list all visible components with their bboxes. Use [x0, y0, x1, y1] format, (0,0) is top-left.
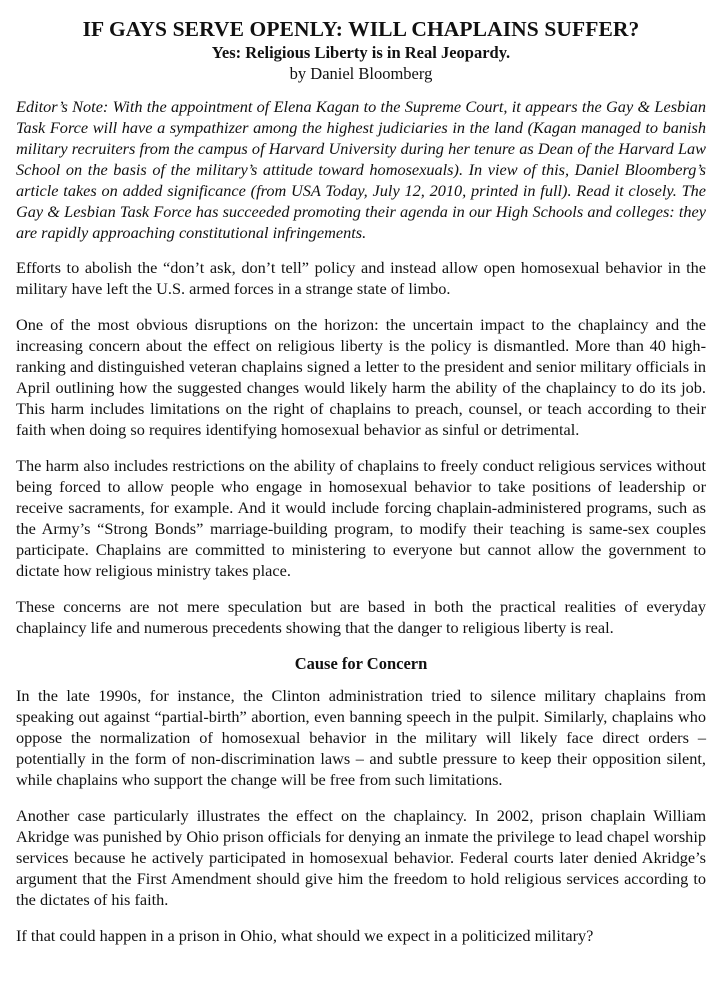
- section-paragraph-2: Another case particularly illustrates the effect on the chaplaincy. In 2002, prison chaplain William Akridge was punished by Ohio prison officials for denying an inmate the privilege to lead chapel worship services because he actively participated in homosexual behavior. Federal courts later denied Akridge’s argument that the First Amendment should give him the freedom to hold religious services according to the dictates of his faith.: [16, 806, 706, 909]
- body-paragraph-1: Efforts to abolish the “don’t ask, don’t tell” policy and instead allow open homosexual behavior in the military have left the U.S. armed forces in a strange state of limbo.: [16, 258, 706, 298]
- editor-note: Editor’s Note: With the appointment of Elena Kagan to the Supreme Court, it appears the Gay & Lesbian Task Force will have a sympathizer among the highest judiciaries in the land (Kagan managed to banish military recruiters from the campus of Harvard University during her tenure as Dean of the Harvard Law School on the basis of the military’s attitude toward homosexuals). In view of this, Daniel Bloomberg’s article takes on added significance (from USA Today, July 12, 2010, printed in full). Read it closely. The Gay & Lesbian Task Force has succeeded promoting their agenda in our High Schools and colleges: they are rapidly approaching constitutional infringements.: [16, 97, 706, 242]
- section-paragraph-1: In the late 1990s, for instance, the Clinton administration tried to silence military chaplains from speaking out against “partial-birth” abortion, even banning speech in the pulpit. Similarly, chaplains who oppose the normalization of homosexual behavior in the military will likely face direct orders – potentially in the form of non-discrimination laws – and subtle pressure to keep their opposition silent, while chaplains who support the change will be free from such limitations.: [16, 686, 706, 789]
- body-paragraph-3: The harm also includes restrictions on the ability of chaplains to freely conduct religious services without being forced to allow people who engage in homosexual behavior to take positions of leadership or receive sacraments, for example. And it would include forcing chaplain-administered programs, such as the Army’s “Strong Bonds” marriage-building program, to modify their teaching is same-sex couples participate. Chaplains are committed to ministering to everyone but cannot allow the government to dictate how religious ministry takes place.: [16, 456, 706, 580]
- body-paragraph-2: One of the most obvious disruptions on the horizon: the uncertain impact to the chaplaincy and the increasing concern about the effect on religious liberty is the policy is dismantled. More than 40 high-ranking and distinguished veteran chaplains signed a letter to the president and senior military officials in April outlining how the suggested changes would likely harm the ability of the chaplaincy to do its job. This harm includes limitations on the right of chaplains to preach, counsel, or teach according to their faith when doing so requires identifying homosexual behavior as sinful or detrimental.: [16, 315, 706, 439]
- article-title: IF GAYS SERVE OPENLY: WILL CHAPLAINS SUFFER?: [82, 17, 640, 41]
- section-heading: Cause for Concern: [294, 654, 428, 673]
- body-paragraph-4: These concerns are not mere speculation but are based in both the practical realities of everyday chaplaincy life and numerous precedents showing that the danger to religious liberty is real.: [16, 597, 706, 637]
- article-subtitle: Yes: Religious Liberty is in Real Jeopardy.: [211, 43, 511, 62]
- section-paragraph-3: If that could happen in a prison in Ohio, what should we expect in a politicized military?: [16, 926, 594, 945]
- article-byline: by Daniel Bloomberg: [289, 64, 433, 83]
